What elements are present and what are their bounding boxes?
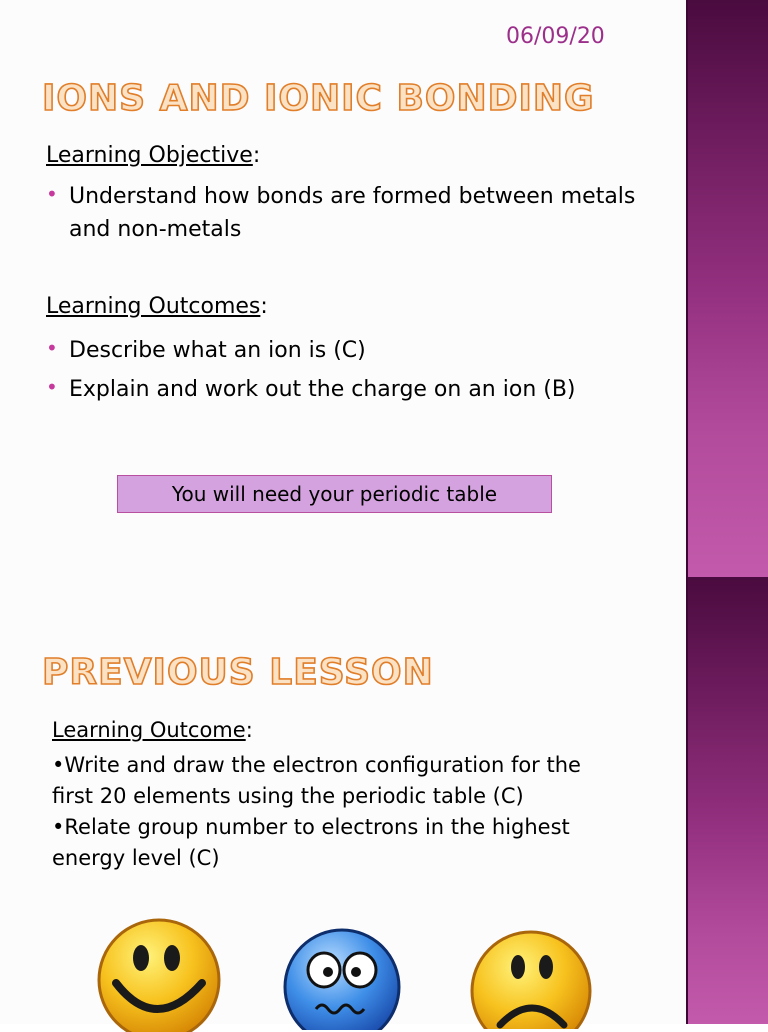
slide-1-side-decoration <box>686 0 768 577</box>
outcome-line: •Write and draw the electron configuration for the <box>52 753 581 777</box>
list-item <box>46 373 656 406</box>
outcome-line: •Relate group number to electrons in the highest <box>52 815 570 839</box>
slide-title: IONS AND IONIC BONDING <box>42 78 595 119</box>
previous-outcomes <box>52 750 662 874</box>
learning-objective-label: Learning Objective <box>46 143 253 168</box>
slide-2-title: PREVIOUS LESSON <box>42 652 434 693</box>
slide-2-side-decoration <box>686 577 768 1024</box>
happy-face-icon[interactable] <box>96 917 226 1032</box>
list-item <box>46 180 656 246</box>
outcomes-list <box>46 334 656 412</box>
learning-outcomes-heading <box>46 294 268 319</box>
self-assessment-faces <box>0 915 686 1024</box>
outcome-line: first 20 elements using the periodic table (C) <box>52 784 524 808</box>
learning-outcome-label: Learning Outcome <box>52 718 246 742</box>
objective-list <box>46 180 656 246</box>
sad-face-icon[interactable] <box>466 929 596 1029</box>
bullet-dot-icon: • <box>46 375 58 399</box>
bullet-dot-icon: • <box>46 336 58 360</box>
objective-text: Understand how bonds are formed between metals and non-metals <box>69 184 636 242</box>
learning-objective-heading <box>46 143 260 168</box>
outcome-text: Explain and work out the charge on an ion (B) <box>69 377 576 402</box>
side-divider <box>686 0 688 1024</box>
heading-colon: : <box>252 143 261 168</box>
heading-colon: : <box>260 294 268 319</box>
slide-date: 06/09/20 <box>506 24 605 49</box>
learning-outcome-heading <box>52 718 253 742</box>
heading-colon: : <box>245 718 253 742</box>
worried-face-icon[interactable] <box>280 925 405 1030</box>
outcome-text: Describe what an ion is (C) <box>69 338 366 363</box>
learning-outcomes-label: Learning Outcomes <box>46 294 261 319</box>
outcome-line: energy level (C) <box>52 846 220 870</box>
slide-1 <box>0 0 686 577</box>
bullet-dot-icon: • <box>46 182 58 206</box>
list-item <box>46 334 656 367</box>
periodic-table-callout: You will need your periodic table <box>117 475 552 513</box>
